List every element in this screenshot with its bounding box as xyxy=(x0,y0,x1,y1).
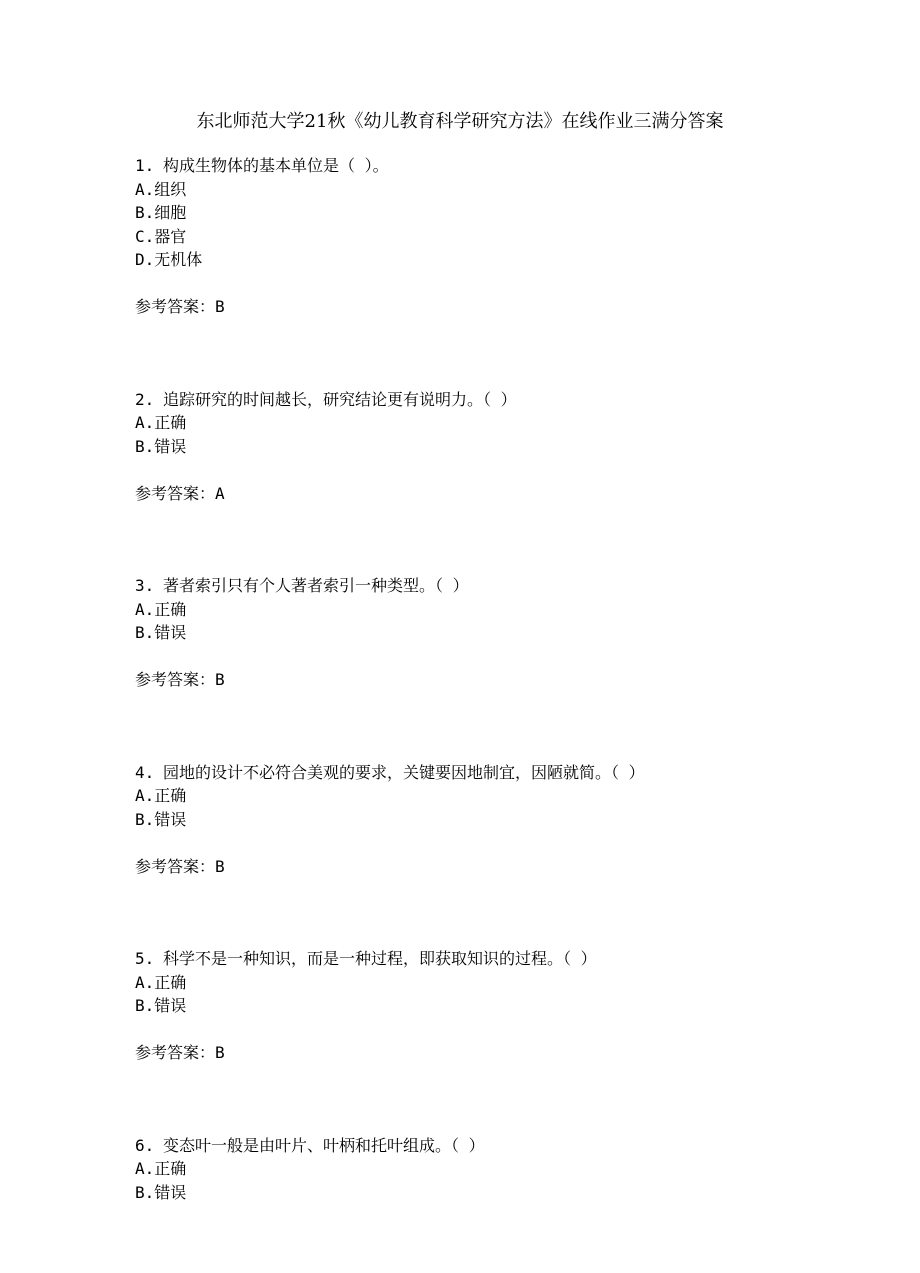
answer-value: A xyxy=(215,483,225,503)
question-text: 著者索引只有个人著者索引一种类型。（ ） xyxy=(163,576,469,595)
question-text: 构成生物体的基本单位是（ ）。 xyxy=(163,156,389,175)
option-b: B.错误 xyxy=(135,623,187,642)
option-a: A.正确 xyxy=(135,972,187,992)
answer-value: B xyxy=(215,1043,225,1062)
question-text: 科学不是一种知识，而是一种过程，即获取知识的过程。（ ） xyxy=(163,949,597,968)
question-stem xyxy=(135,574,895,598)
answer-value: B xyxy=(215,670,225,689)
option-b: B.细胞 xyxy=(135,203,187,222)
option-a: A.正确 xyxy=(135,786,187,805)
question-text: 园地的设计不必符合美观的要求，关键要因地制宜，因陋就简。（ ） xyxy=(163,762,645,782)
reference-answer xyxy=(135,1041,895,1065)
question-2 xyxy=(135,388,895,506)
reference-answer xyxy=(135,295,895,319)
question-number: 1. xyxy=(135,156,155,175)
answer-label: 参考答案： xyxy=(135,670,216,689)
reference-answer xyxy=(135,855,895,879)
option-d: D.无机体 xyxy=(135,250,203,269)
question-stem xyxy=(135,388,895,412)
option-b: B.错误 xyxy=(135,436,187,456)
option-a: A.正确 xyxy=(135,1159,187,1178)
question-1 xyxy=(135,154,895,319)
question-text: 变态叶一般是由叶片、叶柄和托叶组成。（ ） xyxy=(163,1135,485,1155)
question-stem xyxy=(135,154,895,178)
option-c: C.器官 xyxy=(135,226,187,246)
question-stem xyxy=(135,761,895,785)
question-number: 2. xyxy=(135,389,155,409)
document-title: 东北师范大学21秋《幼儿教育科学研究方法》在线作业三满分答案 xyxy=(196,111,724,132)
answer-label: 参考答案： xyxy=(135,297,216,316)
reference-answer xyxy=(135,668,895,692)
question-number: 6. xyxy=(135,1135,155,1155)
option-a: A.组织 xyxy=(135,179,187,199)
option-a: A.正确 xyxy=(135,599,187,619)
reference-answer xyxy=(135,482,895,506)
answer-label: 参考答案： xyxy=(135,483,216,503)
question-6 xyxy=(135,1134,895,1205)
question-list xyxy=(135,154,895,1273)
option-b: B.错误 xyxy=(135,1182,187,1202)
option-b: B.错误 xyxy=(135,996,187,1015)
question-number: 3. xyxy=(135,576,155,595)
option-b: B.错误 xyxy=(135,809,187,829)
question-text: 追踪研究的时间越长，研究结论更有说明力。（ ） xyxy=(163,389,517,409)
question-5 xyxy=(135,947,895,1065)
option-a: A.正确 xyxy=(135,413,187,432)
answer-label: 参考答案： xyxy=(135,1043,216,1062)
question-number: 5. xyxy=(135,949,155,968)
answer-value: B xyxy=(215,297,225,316)
question-3 xyxy=(135,574,895,692)
question-stem xyxy=(135,1134,895,1158)
answer-value: B xyxy=(215,856,225,876)
answer-label: 参考答案： xyxy=(135,856,216,876)
question-stem xyxy=(135,947,895,971)
question-4 xyxy=(135,761,895,879)
question-number: 4. xyxy=(135,762,155,782)
